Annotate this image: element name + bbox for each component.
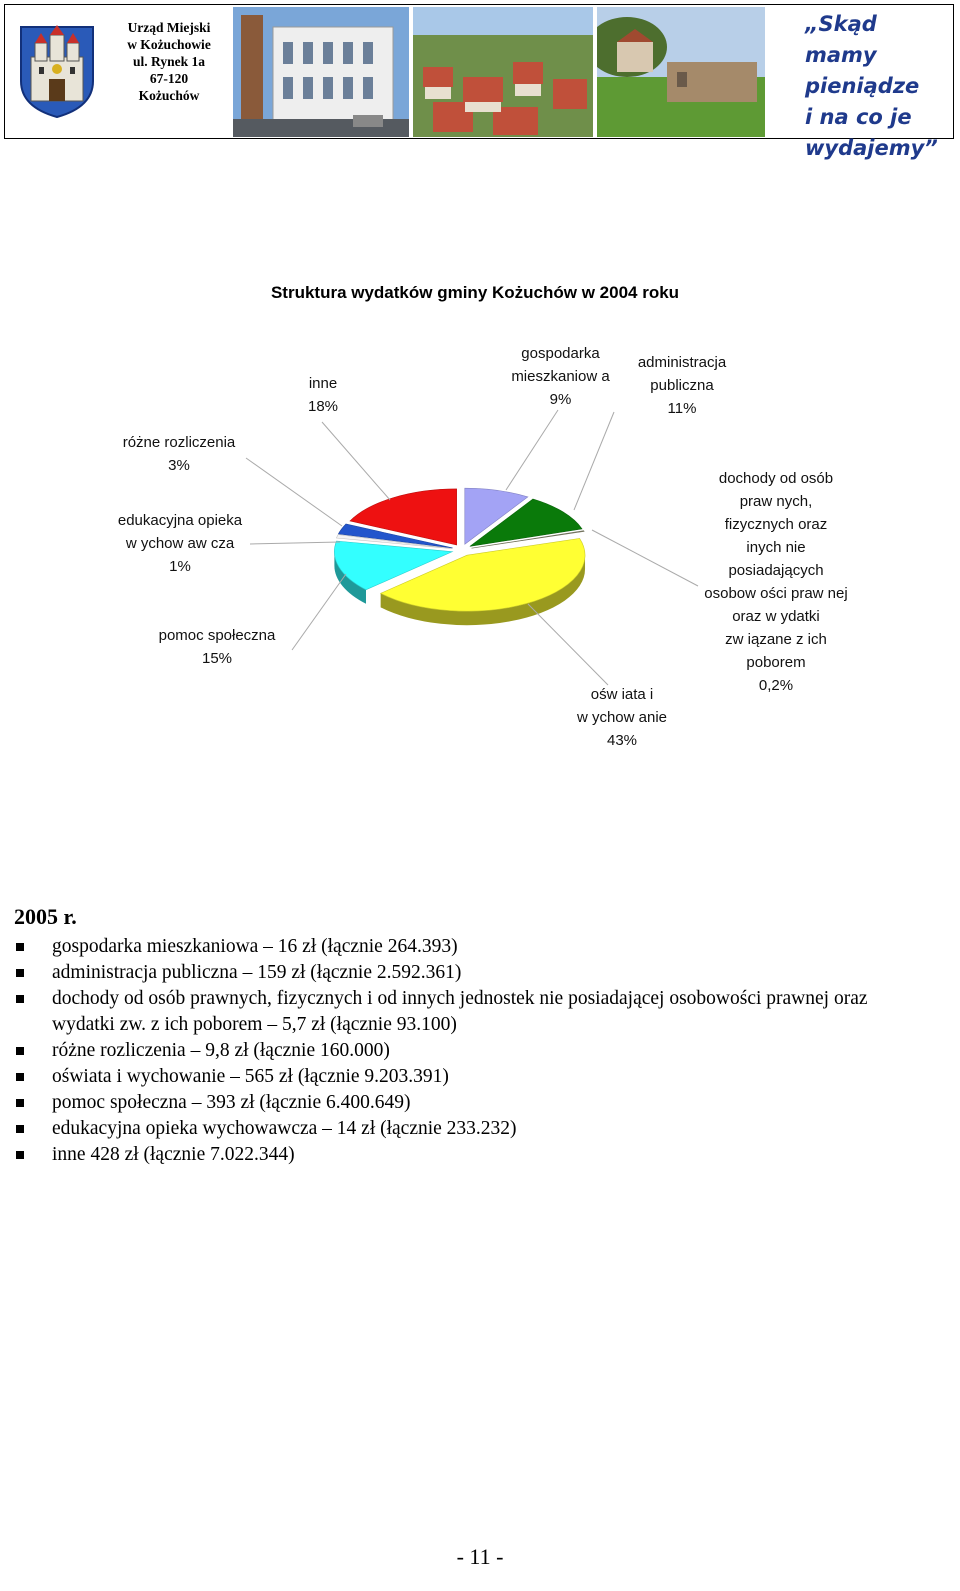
list-item [14,986,914,1038]
label-gospodarka [498,342,623,411]
label-text: różne rozliczenia [122,434,236,451]
leader-line [246,458,342,526]
label-text: dochody od osób [718,470,834,487]
list-item [14,934,914,960]
list-item [14,1142,914,1168]
list-item [14,1116,914,1142]
label-text: fizycznych oraz [724,516,828,533]
label-text: praw nych, [739,493,813,510]
list-item-text: administracja publiczna – 159 zł (łącznie 2.592.361) [52,962,462,983]
slogan [805,9,955,164]
office-line: ul. Rynek 1a [133,54,205,69]
label-text: inne [308,375,338,392]
label-dochody [686,467,866,697]
office-line: 67-120 [149,71,189,86]
label-administracja [622,351,742,420]
list-item [14,1064,914,1090]
label-value: 18% [307,398,339,415]
leader-line [292,574,346,650]
label-text: oraz w ydatki [732,608,820,625]
slogan-line: pieniądze [805,74,920,98]
office-line: Kożuchów [138,88,200,103]
list-item-text: inne 428 zł (łącznie 7.022.344) [52,1144,295,1165]
bullet-icon [16,1047,24,1055]
label-text: administracja [637,354,727,371]
label-text: posiadających [728,562,824,579]
page-number: - 11 - [456,1544,504,1569]
leader-line [250,542,340,544]
leader-line [574,412,614,510]
label-text: publiczna [650,377,714,394]
list-item-text: gospodarka mieszkaniowa – 16 zł (łącznie 264.393) [52,936,458,957]
section-year: 2005 r. [14,904,77,929]
label-value: 9% [549,391,572,408]
list-item-text: dochody od osób prawnych, fizycznych i od innych jednostek nie posiadającej osobowości prawnej oraz wydatki zw. z ich poborem – 5,7 zł (łącznie 93.100) [52,988,868,1035]
label-text: ośw iata i [590,686,654,703]
office-address [109,19,229,104]
label-text: poborem [746,654,806,671]
leader-line [506,410,558,490]
ruins-photo [597,7,765,137]
expenditure-pie-chart [0,330,960,770]
label-value: 1% [169,558,191,575]
leader-line [592,530,698,586]
label-value: 15% [201,650,233,667]
bullet-icon [16,1125,24,1133]
label-text: gospodarka [521,345,600,362]
town-panorama-photo [413,7,593,137]
label-text: zw iązane z ich [725,631,827,648]
leader-line [528,604,608,685]
label-value: 0,2% [758,677,794,694]
bullet-icon [16,995,24,1003]
chart-title: Struktura wydatków gminy Kożuchów w 2004 roku [270,283,680,302]
label-text: pomoc społeczna [158,627,276,644]
label-oswiata [562,683,682,752]
label-text: w ychow aw cza [125,535,235,552]
list-item [14,960,914,986]
label-text: w ychow anie [576,709,668,726]
expenditure-list [14,934,914,1168]
slogan-line: i na co je [805,105,912,129]
list-item-text: pomoc społeczna – 393 zł (łącznie 6.400.649) [52,1092,411,1113]
town-crest-icon [17,23,97,119]
label-text: edukacyjna opieka [117,512,243,529]
label-rozne [104,431,254,477]
label-pomoc [142,624,292,670]
label-value: 3% [168,457,190,474]
label-text: osobow ości praw nej [704,585,848,602]
list-item-text: różne rozliczenia – 9,8 zł (łącznie 160.000) [52,1040,390,1061]
list-item [14,1038,914,1064]
office-line: Urząd Miejski [127,20,211,35]
town-hall-photo [233,7,409,137]
list-item [14,1090,914,1116]
bullet-icon [16,943,24,951]
bullet-icon [16,1151,24,1159]
list-item-text: oświata i wychowanie – 565 zł (łącznie 9.203.391) [52,1066,449,1087]
label-value: 43% [606,732,638,749]
label-text: mieszkaniow a [511,368,610,385]
label-text: inych nie [746,539,806,556]
label-inne [288,372,358,418]
label-edukacyjna [100,509,260,578]
label-value: 11% [667,400,697,417]
bullet-icon [16,1073,24,1081]
list-item-text: edukacyjna opieka wychowawcza – 14 zł (łącznie 233.232) [52,1118,517,1139]
office-line: w Kożuchowie [127,37,211,52]
bullet-icon [16,1099,24,1107]
slogan-line: „Skąd mamy [805,12,877,67]
page-header [4,4,954,160]
bullet-icon [16,969,24,977]
leader-line [322,422,390,500]
slogan-line: wydajemy” [805,136,938,160]
